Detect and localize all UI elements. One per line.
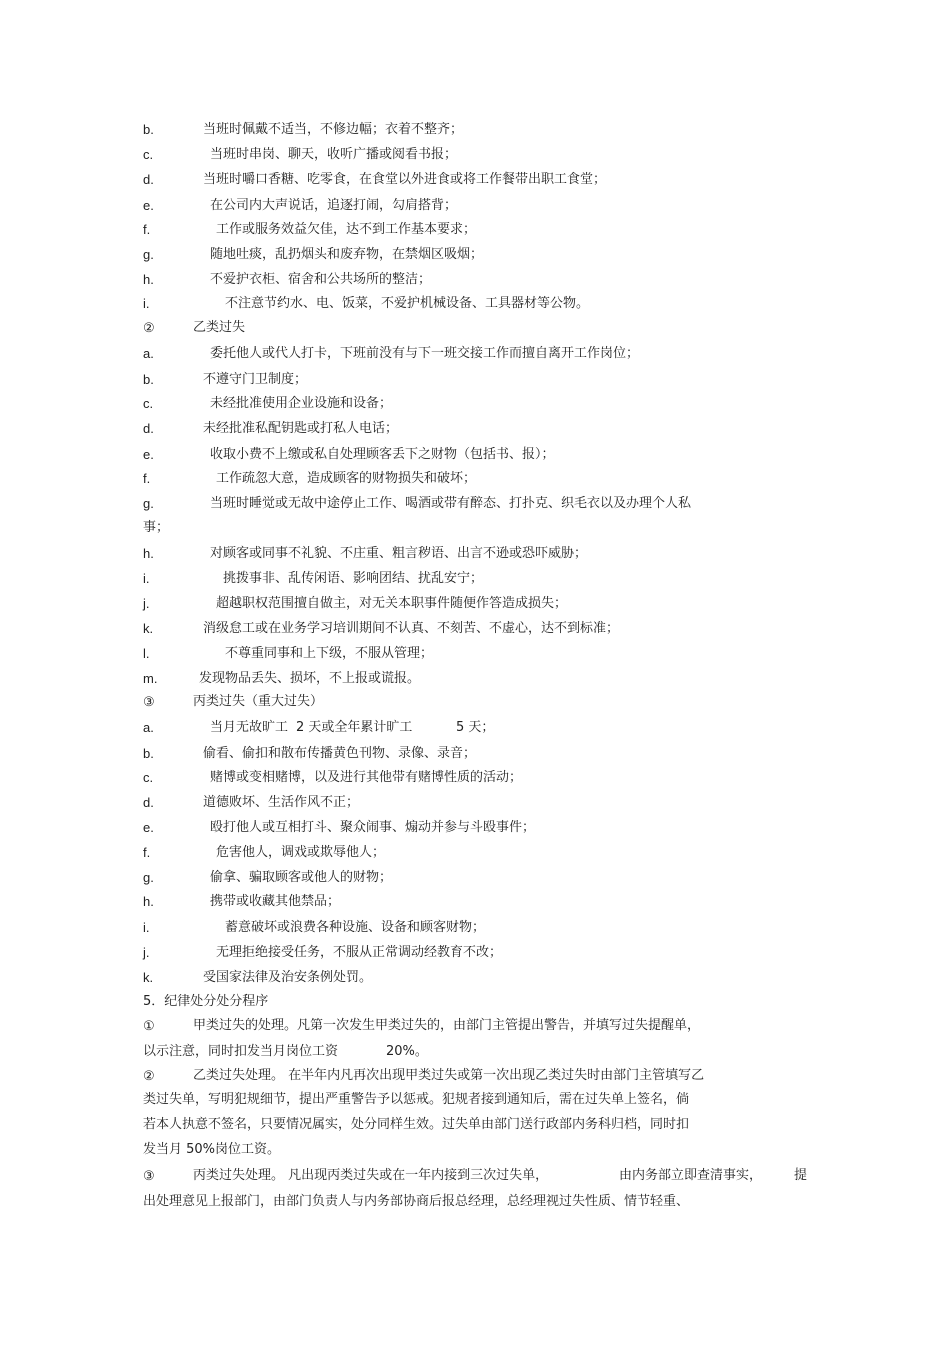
list-item xyxy=(0,342,950,366)
item-text: 当月无故旷工 xyxy=(210,720,289,735)
item-text: 道德败坏、生活作风不正； xyxy=(203,795,360,810)
list-item xyxy=(0,890,950,914)
paragraph-number: ② xyxy=(143,1068,155,1083)
paragraph-number: ① xyxy=(143,1018,155,1033)
item-label: m. xyxy=(143,671,158,686)
item-label: g. xyxy=(143,870,154,885)
list-item xyxy=(0,592,950,616)
item-text: 当班时串岗、聊天，收听广播或阅看书报； xyxy=(210,147,458,162)
item-text: 事； xyxy=(143,520,170,535)
list-item xyxy=(0,292,950,316)
list-item xyxy=(0,443,950,467)
list-item xyxy=(0,866,950,890)
heading-number: ③ xyxy=(143,694,155,709)
item-text: 超越职权范围擅自做主，对无关本职事件随便作答造成损失； xyxy=(216,596,568,611)
heading-number: ② xyxy=(143,320,155,335)
item-label: i. xyxy=(143,296,150,311)
item-text: 在公司内大声说话，追逐打闹，勾肩搭背； xyxy=(210,198,458,213)
item-label: e. xyxy=(143,820,154,835)
list-item xyxy=(0,417,950,441)
item-label: b. xyxy=(143,746,154,761)
list-item xyxy=(0,667,950,691)
item-label: d. xyxy=(143,795,154,810)
item-text: 当班时嚼口香糖、吃零食，在食堂以外进食或将工作餐带出职工食堂； xyxy=(203,172,607,187)
list-item xyxy=(0,916,950,940)
item-label: k. xyxy=(143,970,154,985)
item-text: 受国家法律及治安条例处罚。 xyxy=(203,970,373,985)
item-label: i. xyxy=(143,920,150,935)
paragraph-number: ③ xyxy=(143,1168,155,1183)
list-item xyxy=(0,118,950,142)
item-label: a. xyxy=(143,720,154,735)
item-text: 无理拒绝接受任务，不服从正常调动经教育不改； xyxy=(216,945,503,960)
item-label: b. xyxy=(143,122,154,137)
item-text: 危害他人，调戏或欺辱他人； xyxy=(216,845,386,860)
list-item xyxy=(0,716,950,740)
item-text: 携带或收藏其他禁品； xyxy=(210,894,341,909)
list-item xyxy=(0,143,950,167)
item-label: b. xyxy=(143,372,154,387)
item-text: 收取小费不上缴或私自处理顾客丢下之财物（包括书、报）； xyxy=(210,447,555,462)
list-item xyxy=(0,492,950,516)
item-label: i. xyxy=(143,571,150,586)
item-text: 偷拿、骗取顾客或他人的财物； xyxy=(210,870,393,885)
paragraph-text: 丙类过失处理。 凡出现丙类过失或在一年内接到三次过失单， xyxy=(193,1168,549,1183)
paragraph-text: 甲类过失的处理。凡第一次发生甲类过失的，由部门主管提出警告，并填写过失提醒单， xyxy=(193,1018,701,1033)
list-item-continuation xyxy=(0,516,950,540)
item-label: e. xyxy=(143,198,154,213)
item-text: 未经批准使用企业设施和设备； xyxy=(210,396,393,411)
paragraph-text: 出处理意见上报部门，由部门负责人与内务部协商后报总经理，总经理视过失性质、情节轻重、 xyxy=(143,1194,690,1209)
item-label: d. xyxy=(143,172,154,187)
list-item xyxy=(0,966,950,990)
list-item xyxy=(0,194,950,218)
item-text: 随地吐痰，乱扔烟头和废弃物，在禁烟区吸烟； xyxy=(210,247,484,262)
item-text: 当班时睡觉或无故中途停止工作、喝酒或带有醉态、打扑克、织毛衣以及办理个人私 xyxy=(210,496,692,511)
list-item xyxy=(0,742,950,766)
paragraph-text: 由内务部立即查清事实， xyxy=(619,1168,763,1183)
item-text: 不注意节约水、电、饭菜，不爱护机械设备、工具器材等公物。 xyxy=(225,296,590,311)
item-text: 2 天或全年累计旷工 xyxy=(296,720,413,735)
item-label: h. xyxy=(143,546,154,561)
item-label: j. xyxy=(143,596,150,611)
item-text: 挑拨事非、乱传闲语、影响团结、扰乱安宁； xyxy=(223,571,484,586)
item-label: a. xyxy=(143,346,154,361)
heading-text: 乙类过失 xyxy=(193,320,246,335)
item-text: 当班时佩戴不适当，不修边幅；衣着不整齐； xyxy=(203,122,464,137)
paragraph-text: 类过失单，写明犯规细节，提出严重警告予以惩戒。犯规者接到通知后，需在过失单上签名，倘 xyxy=(143,1092,690,1107)
item-label: g. xyxy=(143,247,154,262)
list-item xyxy=(0,268,950,292)
list-item xyxy=(0,766,950,790)
item-label: e. xyxy=(143,447,154,462)
list-item xyxy=(0,816,950,840)
list-item xyxy=(0,941,950,965)
item-text: 5 天； xyxy=(456,720,495,735)
paragraph-line xyxy=(0,1064,950,1088)
section-title xyxy=(0,990,950,1014)
paragraph-text: 乙类过失处理。 在半年内凡再次出现甲类过失或第一次出现乙类过失时由部门主管填写乙 xyxy=(193,1068,705,1083)
item-label: f. xyxy=(143,845,151,860)
list-item xyxy=(0,791,950,815)
item-label: h. xyxy=(143,894,154,909)
heading-text: 丙类过失（重大过失） xyxy=(193,694,324,709)
item-label: c. xyxy=(143,147,154,162)
item-label: j. xyxy=(143,945,150,960)
item-text: 蓄意破坏或浪费各种设施、设备和顾客财物； xyxy=(225,920,486,935)
item-text: 工作疏忽大意，造成顾客的财物损失和破坏； xyxy=(216,471,477,486)
paragraph-line xyxy=(0,1040,950,1064)
item-label: d. xyxy=(143,421,154,436)
section-heading xyxy=(0,316,950,340)
paragraph-text: 发当月 50%岗位工资。 xyxy=(143,1142,281,1157)
item-text: 赌博或变相赌博，以及进行其他带有赌博性质的活动； xyxy=(210,770,523,785)
list-item xyxy=(0,243,950,267)
section-title-text: 5．纪律处分处分程序 xyxy=(143,994,269,1009)
item-text: 工作或服务效益欠佳，达不到工作基本要求； xyxy=(216,222,477,237)
paragraph-line xyxy=(0,1138,950,1162)
list-item xyxy=(0,567,950,591)
section-heading xyxy=(0,690,950,714)
list-item xyxy=(0,168,950,192)
item-label: f. xyxy=(143,471,151,486)
item-text: 不遵守门卫制度； xyxy=(203,372,308,387)
list-item xyxy=(0,467,950,491)
list-item xyxy=(0,617,950,641)
paragraph-text: 20%。 xyxy=(386,1044,428,1059)
item-label: g. xyxy=(143,496,154,511)
paragraph-line xyxy=(0,1164,950,1188)
item-text: 殴打他人或互相打斗、聚众闹事、煽动并参与斗殴事件； xyxy=(210,820,536,835)
paragraph-line xyxy=(0,1113,950,1137)
list-item xyxy=(0,642,950,666)
item-text: 偷看、偷扣和散布传播黄色刊物、录像、录音； xyxy=(203,746,477,761)
list-item xyxy=(0,218,950,242)
paragraph-line xyxy=(0,1088,950,1112)
item-label: l. xyxy=(143,646,150,661)
item-label: c. xyxy=(143,770,154,785)
paragraph-text: 若本人执意不签名，只要情况属实，处分同样生效。过失单由部门送行政部内务科归档，同时扣 xyxy=(143,1117,690,1132)
item-text: 未经批准私配钥匙或打私人电话； xyxy=(203,421,399,436)
item-text: 消级怠工或在业务学习培训期间不认真、不刻苦、不虚心，达不到标准； xyxy=(203,621,620,636)
item-text: 不尊重同事和上下级，不服从管理； xyxy=(225,646,434,661)
item-text: 发现物品丢失、损坏，不上报或谎报。 xyxy=(199,671,421,686)
paragraph-line xyxy=(0,1014,950,1038)
list-item xyxy=(0,542,950,566)
list-item xyxy=(0,392,950,416)
item-text: 对顾客或同事不礼貌、不庄重、粗言秽语、出言不逊或恐吓威胁； xyxy=(210,546,588,561)
paragraph-line xyxy=(0,1190,950,1214)
list-item xyxy=(0,841,950,865)
item-label: h. xyxy=(143,272,154,287)
item-label: k. xyxy=(143,621,154,636)
item-label: f. xyxy=(143,222,151,237)
item-text: 委托他人或代人打卡，下班前没有与下一班交接工作而擅自离开工作岗位； xyxy=(210,346,640,361)
paragraph-text: 以示注意，同时扣发当月岗位工资 xyxy=(143,1044,339,1059)
item-label: c. xyxy=(143,396,154,411)
paragraph-text: 提 xyxy=(794,1168,808,1183)
item-text: 不爱护衣柜、宿舍和公共场所的整洁； xyxy=(210,272,432,287)
list-item xyxy=(0,368,950,392)
